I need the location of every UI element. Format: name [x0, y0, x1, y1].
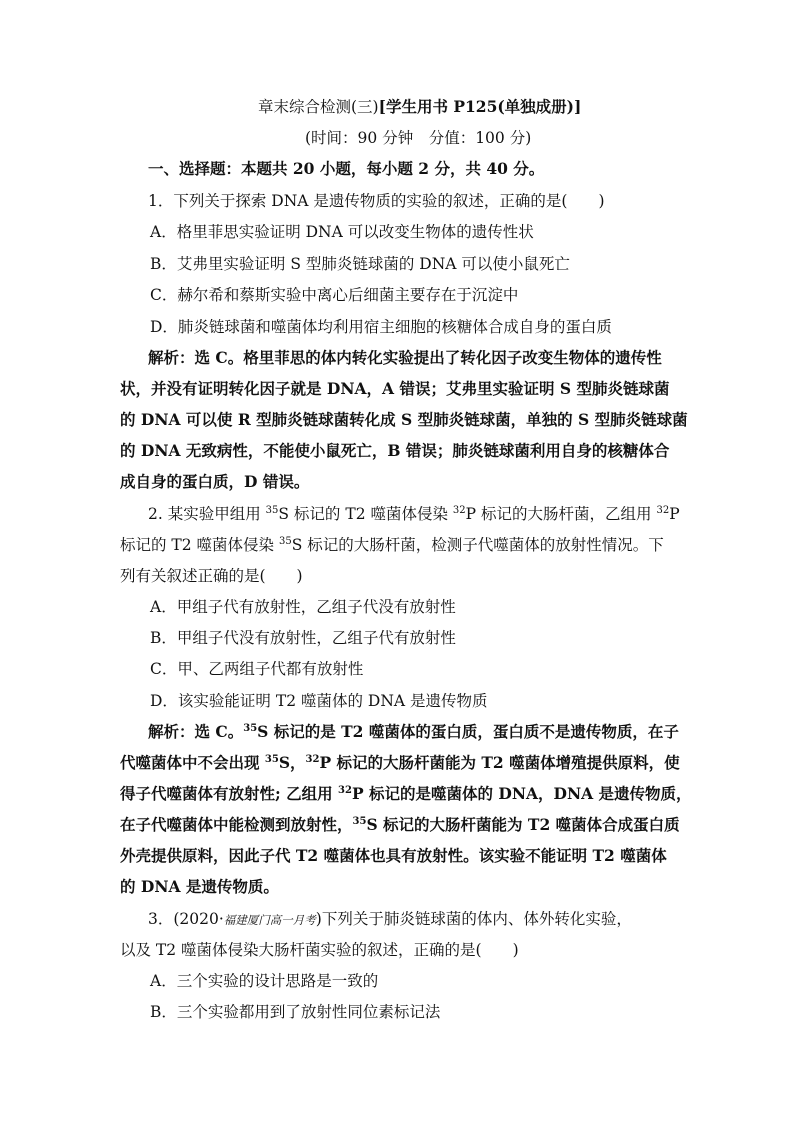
q2-explanation-line [120, 752, 680, 774]
text-run: 解析：选 C。 [148, 722, 244, 741]
q1-explanation-line: 的 DNA 可以使 R 型肺炎链球菌转化成 S 型肺炎链球菌，单独的 S 型肺炎链球菌 [120, 410, 688, 429]
q2-option-a: A．甲组子代有放射性，乙组子代没有放射性 [150, 598, 456, 616]
text-run: )下列关于肺炎链球菌的体内、体外转化实验， [315, 910, 632, 928]
q3-stem-line: 以及 T2 噬菌体侵染大肠杆菌实验的叙述，正确的是( ) [120, 941, 519, 959]
q1-explanation-line: 成自身的蛋白质，D 错误。 [120, 472, 310, 491]
superscript: 32 [305, 753, 320, 765]
text-run: 3．(2020· [148, 910, 224, 928]
text-run: S 标记的 T2 噬菌体侵染 [278, 505, 453, 523]
q1-option-a: A．格里菲思实验证明 DNA 可以改变生物体的遗传性状 [150, 223, 534, 241]
q2-option-c: C．甲、乙两组子代都有放射性 [150, 660, 364, 678]
text-run: P 标记的大肠杆菌，乙组用 [465, 505, 657, 523]
q2-explanation-line [120, 814, 680, 836]
q3-stem-line [148, 908, 632, 931]
q3-option-a: A．三个实验的设计思路是一致的 [150, 972, 379, 990]
q1-option-b: B．艾弗里实验证明 S 型肺炎链球菌的 DNA 可以使小鼠死亡 [150, 255, 570, 273]
q2-stem-line [148, 503, 680, 525]
question-source: 福建厦门高一月考 [223, 913, 316, 927]
q1-explanation-line: 的 DNA 无致病性，不能使小鼠死亡，B 错误；肺炎链球菌利用自身的核糖体合 [120, 441, 670, 460]
text-run: S， [278, 753, 306, 772]
text-run: P 标记的是噬菌体的 DNA，DNA 是遗传物质， [351, 784, 692, 803]
superscript: 32 [656, 504, 670, 516]
text-run: 在子代噬菌体中能检测到放射性， [120, 815, 353, 834]
superscript: 35 [265, 504, 279, 516]
q1-explanation-line: 解析：选 C。格里菲思的体内转化实验提出了转化因子改变生物体的遗传性 [148, 348, 662, 367]
text-run: P [669, 505, 680, 523]
superscript: 35 [243, 722, 258, 734]
superscript: 35 [352, 815, 367, 827]
q2-option-d: D．该实验能证明 T2 噬菌体的 DNA 是遗传物质 [150, 692, 488, 710]
text-run: 得子代噬菌体有放射性; 乙组用 [120, 784, 339, 803]
title-reference: [学生用书 P125(单独成册)] [378, 97, 582, 116]
text-run: 2. 某实验甲组用 [148, 505, 266, 523]
q1-stem: 1．下列关于探索 DNA 是遗传物质的实验的叙述，正确的是( ) [148, 192, 605, 210]
superscript: 35 [278, 535, 292, 547]
section-heading: 一、选择题：本题共 20 小题，每小题 2 分，共 40 分。 [148, 159, 545, 178]
q2-option-b: B．甲组子代没有放射性，乙组子代有放射性 [150, 629, 456, 647]
q1-option-d: D．肺炎链球菌和噬菌体均利用宿主细胞的核糖体合成自身的蛋白质 [150, 318, 612, 336]
text-run: P 标记的大肠杆菌能为 T2 噬菌体增殖提供原料，使 [319, 753, 680, 772]
superscript: 35 [264, 753, 279, 765]
q1-explanation-line: 状，并没有证明转化因子就是 DNA，A 错误；艾弗里实验证明 S 型肺炎链球菌 [120, 379, 670, 398]
exam-meta: (时间：90 分钟 分值：100 分) [305, 129, 532, 147]
q2-explanation-line: 外壳提供原料，因此子代 T2 噬菌体也具有放射性。该实验不能证明 T2 噬菌体 [120, 846, 667, 865]
text-run: S 标记的大肠杆菌，检测子代噬菌体的放射性情况。下 [291, 536, 664, 554]
text-run: 代噬菌体中不会出现 [120, 753, 265, 772]
page-title [258, 96, 581, 118]
q2-explanation-line: 的 DNA 是遗传物质。 [120, 877, 279, 896]
superscript: 32 [452, 504, 466, 516]
q2-stem-line: 列有关叙述正确的是( ) [120, 567, 303, 585]
text-run: S 标记的是 T2 噬菌体的蛋白质，蛋白质不是遗传物质，在子 [257, 722, 679, 741]
superscript: 32 [338, 784, 352, 796]
q2-explanation-line [120, 783, 692, 805]
q2-stem-line [120, 534, 664, 556]
text-run: S 标记的大肠杆菌能为 T2 噬菌体合成蛋白质 [366, 815, 680, 834]
text-run: 标记的 T2 噬菌体侵染 [120, 536, 279, 554]
q3-option-b: B．三个实验都用到了放射性同位素标记法 [150, 1003, 441, 1021]
q2-explanation-line [148, 721, 679, 743]
q1-option-c: C．赫尔希和蔡斯实验中离心后细菌主要存在于沉淀中 [150, 286, 519, 304]
title-main: 章末综合检测(三) [258, 98, 379, 116]
